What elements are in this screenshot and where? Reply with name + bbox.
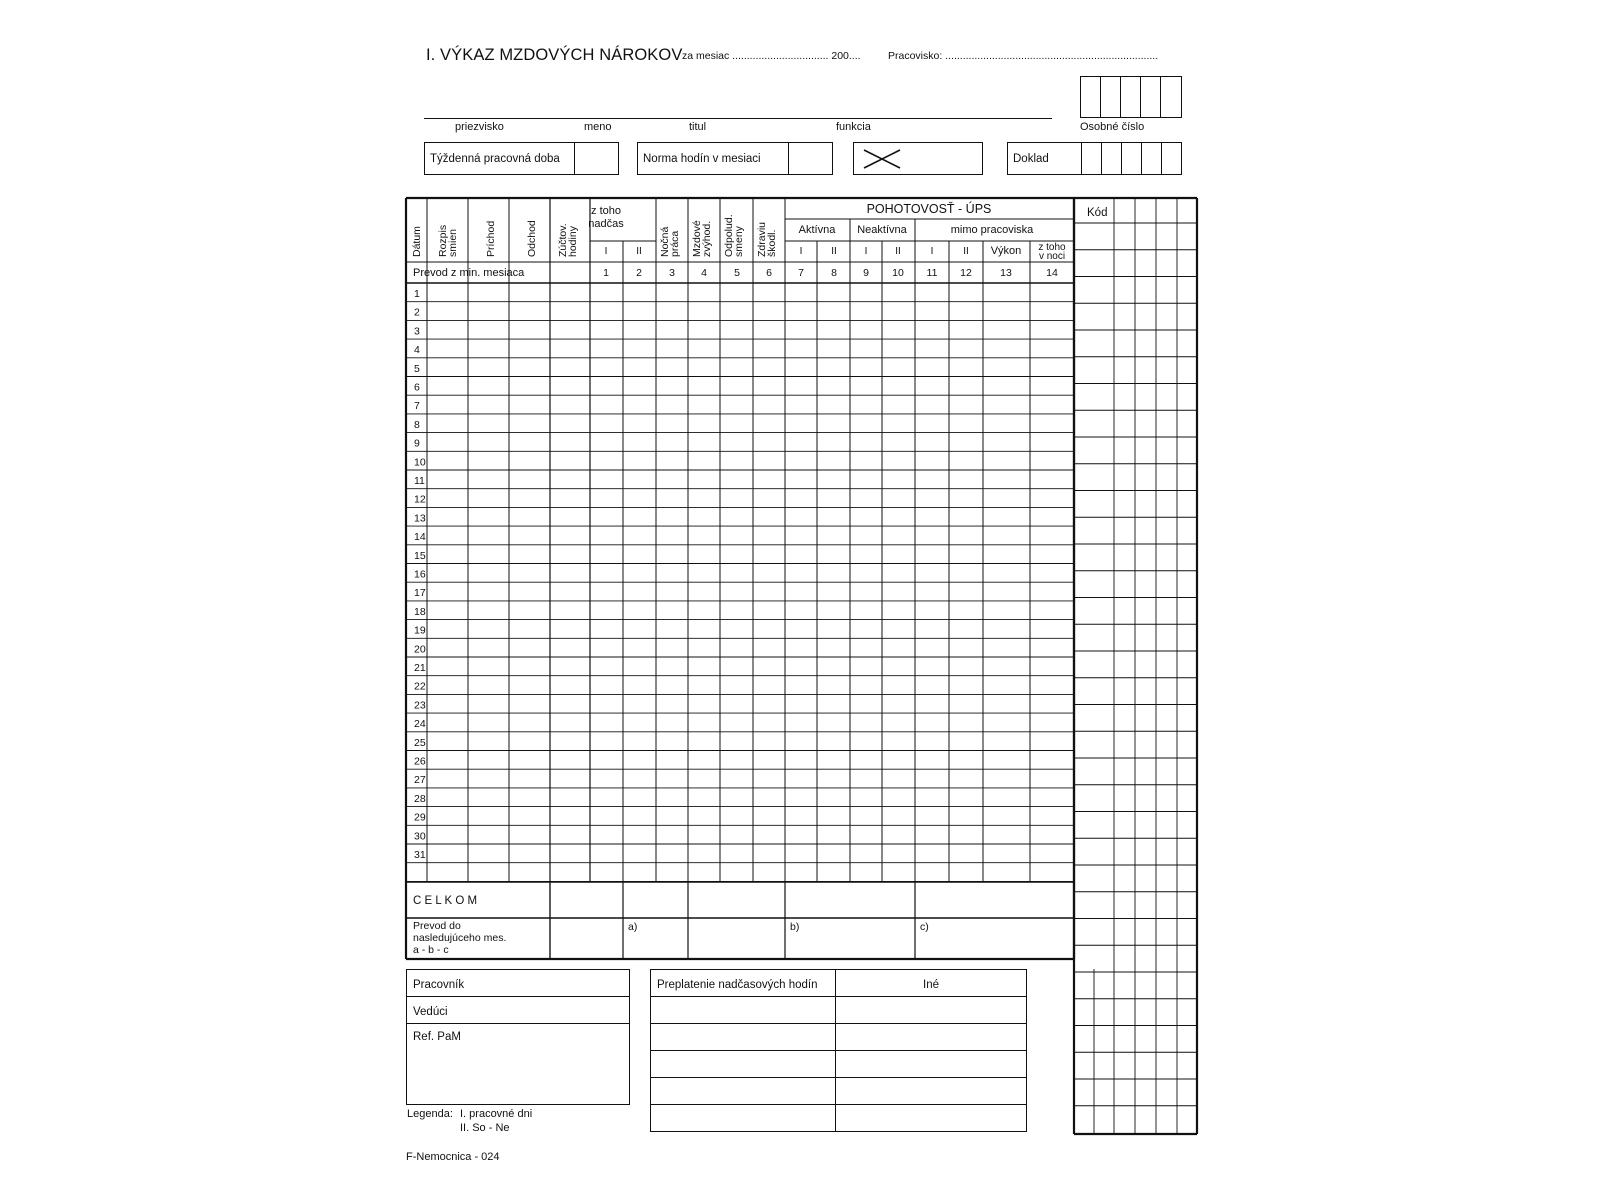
grid-labels <box>411 201 1107 956</box>
day-27: 27 <box>414 774 426 787</box>
col-number-2: 2 <box>636 267 642 279</box>
overtime-sub-ii: II <box>636 246 642 257</box>
col-night-work-label-2: práca <box>669 230 681 257</box>
workplace-field[interactable]: Pracovisko: ......................................................................... <box>888 50 1159 62</box>
day-16: 16 <box>414 568 426 581</box>
overtime-paid-label: Preplatenie nadčasových hodín <box>657 979 818 991</box>
col-number-14: 14 <box>1046 267 1058 279</box>
document-label: Doklad <box>1013 153 1049 165</box>
day-6: 6 <box>414 381 420 394</box>
standby-sub-5: II <box>963 246 969 257</box>
payroll-signature-label: Ref. PaM <box>413 1031 461 1043</box>
active-label: Aktívna <box>798 224 836 236</box>
night-label-2: v noci <box>1038 251 1066 262</box>
day-4: 4 <box>414 344 420 357</box>
col-number-6: 6 <box>766 267 772 279</box>
day-21: 21 <box>414 662 426 674</box>
col-billed-hours-label-2: hodiny <box>567 226 579 257</box>
day-20: 20 <box>414 643 426 656</box>
day-22: 22 <box>414 680 426 693</box>
day-5: 5 <box>414 362 420 375</box>
col-number-8: 8 <box>831 267 837 279</box>
col-number-10: 10 <box>892 267 904 279</box>
day-9: 9 <box>414 437 420 450</box>
title-label: titul <box>689 121 707 133</box>
col-number-5: 5 <box>734 267 740 279</box>
legend-line-2: II. So - Ne <box>460 1122 510 1134</box>
col-departure-label: Odchod <box>526 220 538 257</box>
form-title: I. VÝKAZ MZDOVÝCH NÁROKOV <box>426 46 683 64</box>
abc-b: b) <box>790 921 800 933</box>
personal-number-label: Osobné číslo <box>1080 121 1145 133</box>
night-label-1: z toho <box>1038 242 1066 253</box>
col-arrival-label: Príchod <box>485 220 497 257</box>
col-wage-bonus-label-1: Mzdové <box>691 220 703 257</box>
col-number-9: 9 <box>863 267 869 279</box>
next-transfer-label-2: nasledujúceho mes. <box>413 932 507 944</box>
col-number-13: 13 <box>1000 267 1012 279</box>
standby-sub-3: II <box>895 246 901 257</box>
day-18: 18 <box>414 605 426 618</box>
next-transfer-label-3: a - b - c <box>413 944 449 956</box>
day-17: 17 <box>414 587 426 600</box>
total-label: C E L K O M <box>413 895 478 907</box>
next-transfer-label-1: Prevod do <box>413 920 461 932</box>
day-15: 15 <box>414 549 426 562</box>
abc-a: a) <box>628 921 638 933</box>
day-8: 8 <box>414 418 420 431</box>
day-13: 13 <box>414 512 426 525</box>
col-number-12: 12 <box>960 267 972 279</box>
day-12: 12 <box>414 493 426 506</box>
col-afternoon-shifts-label-1: Odpolud. <box>723 214 735 257</box>
standby-label: POHOTOVOSŤ - ÚPS <box>866 202 992 216</box>
day-25: 25 <box>414 736 426 749</box>
col-afternoon-shifts-label-2: smeny <box>733 226 745 257</box>
day-7: 7 <box>414 400 420 413</box>
norm-hours-label: Norma hodín v mesiaci <box>643 153 761 165</box>
legend-title: Legenda: <box>407 1108 453 1120</box>
inactive-label: Neaktívna <box>857 224 907 236</box>
firstname-label: meno <box>584 121 612 133</box>
abc-c: c) <box>920 921 929 933</box>
col-number-3: 3 <box>669 267 675 279</box>
col-hazardous-label-2: škodl. <box>766 229 778 257</box>
legend-line-1: I. pracovné dni <box>460 1108 533 1120</box>
day-31: 31 <box>414 849 426 861</box>
col-billed-hours-label-1: Zúčtov. <box>557 223 569 257</box>
overtime-label-1: z toho <box>591 205 621 217</box>
col-number-1: 1 <box>603 267 609 279</box>
manager-signature-label: Vedúci <box>413 1006 448 1018</box>
form-code: F-Nemocnica - 024 <box>406 1151 500 1163</box>
col-night-work-label-1: Nočná <box>659 226 671 257</box>
day-26: 26 <box>414 755 426 768</box>
day-30: 30 <box>414 830 426 843</box>
day-23: 23 <box>414 699 426 712</box>
col-number-4: 4 <box>701 267 707 279</box>
standby-sub-1: II <box>831 246 837 257</box>
day-3: 3 <box>414 325 420 338</box>
col-number-7: 7 <box>798 267 804 279</box>
employee-signature-label: Pracovník <box>413 979 465 991</box>
standby-sub-2: I <box>864 246 868 257</box>
month-field[interactable]: za mesiac ................................. 200.... <box>682 50 861 62</box>
standby-sub-4: I <box>930 246 934 257</box>
day-14: 14 <box>414 531 426 544</box>
col-shift-schedule-label-1: Rozpis <box>437 224 449 257</box>
overtime-sub-i: I <box>604 246 608 257</box>
offsite-label: mimo pracoviska <box>950 224 1034 236</box>
day-10: 10 <box>414 456 426 469</box>
col-date-label: Dátum <box>411 226 423 257</box>
function-label: funkcia <box>836 121 871 133</box>
col-shift-schedule-label-2: smien <box>447 228 459 257</box>
overtime-label-2: nadčas <box>588 218 624 230</box>
standby-sub-0: I <box>799 246 803 257</box>
day-24: 24 <box>414 718 426 731</box>
code-label: Kód <box>1087 207 1108 219</box>
day-28: 28 <box>414 792 426 805</box>
performance-label: Výkon <box>990 245 1022 257</box>
col-number-11: 11 <box>926 267 938 279</box>
col-hazardous-label-1: Zdraviu <box>756 221 768 257</box>
day-29: 29 <box>414 811 426 824</box>
day-19: 19 <box>414 624 426 637</box>
col-wage-bonus-label-2: zvýhod. <box>701 220 713 257</box>
signature-box[interactable] <box>406 969 630 1105</box>
surname-label: priezvisko <box>455 121 504 133</box>
transfer-label: Prevod z min. mesiaca <box>413 267 525 279</box>
overtime-payment-box[interactable] <box>650 969 1027 1132</box>
other-label: Iné <box>923 979 939 991</box>
day-1: 1 <box>414 288 420 300</box>
day-11: 11 <box>414 475 425 487</box>
weekly-hours-label: Týždenná pracovná doba <box>430 153 560 165</box>
day-2: 2 <box>414 306 420 319</box>
